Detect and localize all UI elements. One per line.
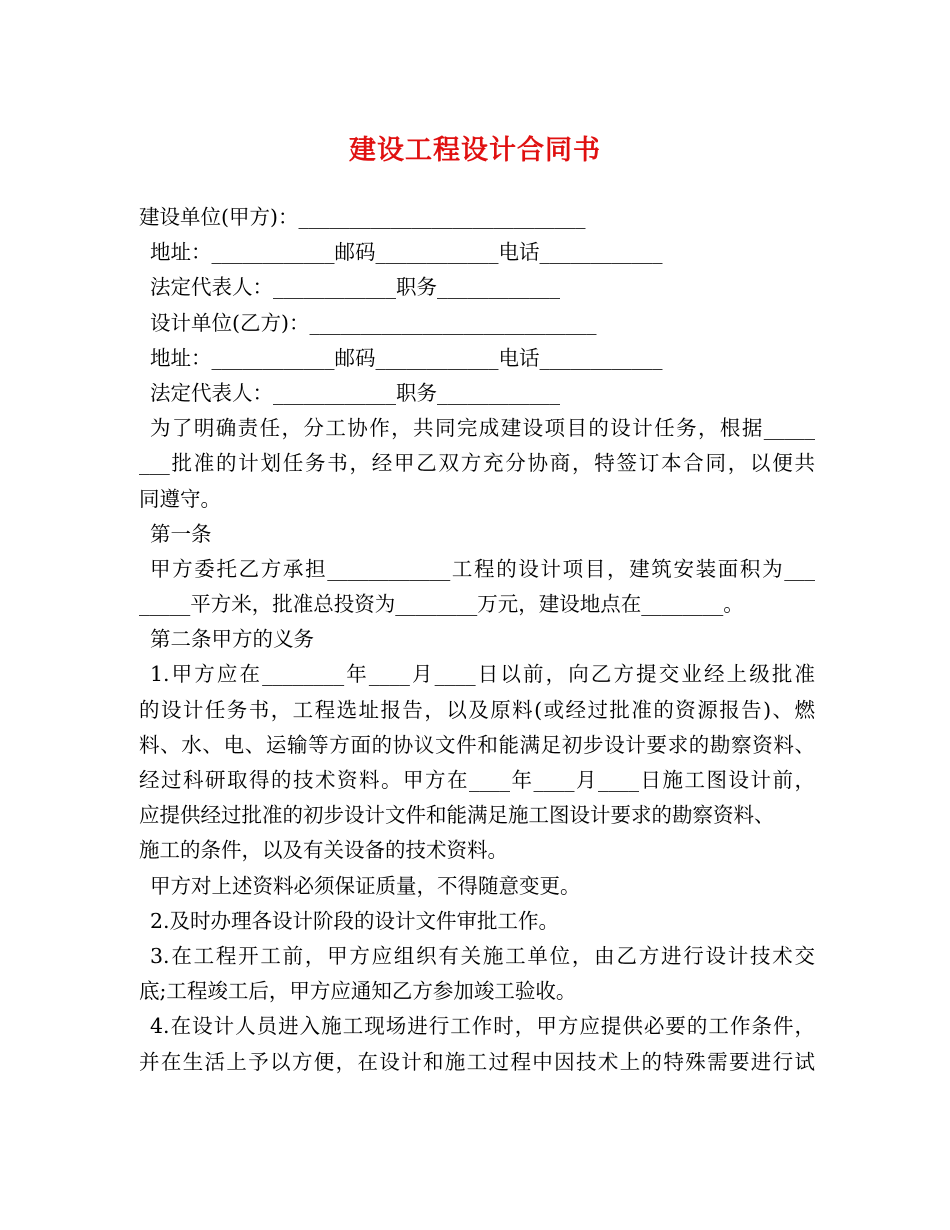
clause-text-line: 1.甲方应在________年____月____日以前，向乙方提交业经上级批准 [150, 662, 815, 687]
article-text-line: _____平方米，批准总投资为________万元，建设地点在________。 [139, 592, 744, 617]
party-a-name-line: 建设单位(甲方)：____________________________ [139, 205, 586, 229]
clause-text-line: 3.在工程开工前，甲方应组织有关施工单位，由乙方进行设计技术交 [150, 943, 815, 968]
clause-text-line: 并在生活上予以方便，在设计和施工过程中因技术上的特殊需要进行试 [139, 1049, 815, 1074]
clause-text-line: 4.在设计人员进入施工现场进行工作时，甲方应提供必要的工作条件， [150, 1014, 815, 1039]
article-heading: 第二条甲方的义务 [150, 627, 314, 652]
article-heading: 第一条 [150, 521, 212, 546]
clause-text-line: 底;工程竣工后，甲方应通知乙方参加竣工验收。 [139, 979, 577, 1004]
party-b-address-line: 地址：____________邮码____________电话____________ [150, 345, 663, 370]
document-body [139, 200, 815, 1080]
preamble-line: 同遵守。 [139, 486, 221, 511]
clause-text-line: 应提供经过批准的初步设计文件和能满足施工图设计要求的勘察资料、 [139, 803, 775, 828]
party-a-representative-line: 法定代表人：____________职务____________ [150, 275, 560, 300]
clause-text-line: 经过科研取得的技术资料。甲方在____年____月____日施工图设计前， [139, 768, 815, 792]
clause-text-line: 2.及时办理各设计阶段的设计文件审批工作。 [150, 908, 560, 933]
preamble-line: 为了明确责任，分工协作，共同完成建设项目的设计任务，根据_____ [150, 416, 815, 441]
document-title: 建设工程设计合同书 [349, 135, 601, 166]
clause-text-line: 甲方对上述资料必须保证质量，不得随意变更。 [150, 873, 581, 898]
clause-text-line: 施工的条件，以及有关设备的技术资料。 [139, 838, 508, 863]
party-b-name-line: 设计单位(乙方)：____________________________ [150, 310, 597, 335]
clause-text-line: 的设计任务书，工程选址报告，以及原料(或经过批准的资源报告)、燃 [139, 697, 815, 722]
preamble-line: ___批准的计划任务书，经甲乙双方充分协商，特签订本合同，以便共 [139, 451, 815, 476]
clause-text-line: 料、水、电、运输等方面的协议文件和能满足初步设计要求的勘察资料、 [139, 732, 815, 757]
article-text-line: 甲方委托乙方承担____________工程的设计项目，建筑安装面积为___ [150, 556, 815, 581]
party-b-representative-line: 法定代表人：____________职务____________ [150, 380, 560, 405]
party-a-address-line: 地址：____________邮码____________电话____________ [150, 240, 663, 265]
